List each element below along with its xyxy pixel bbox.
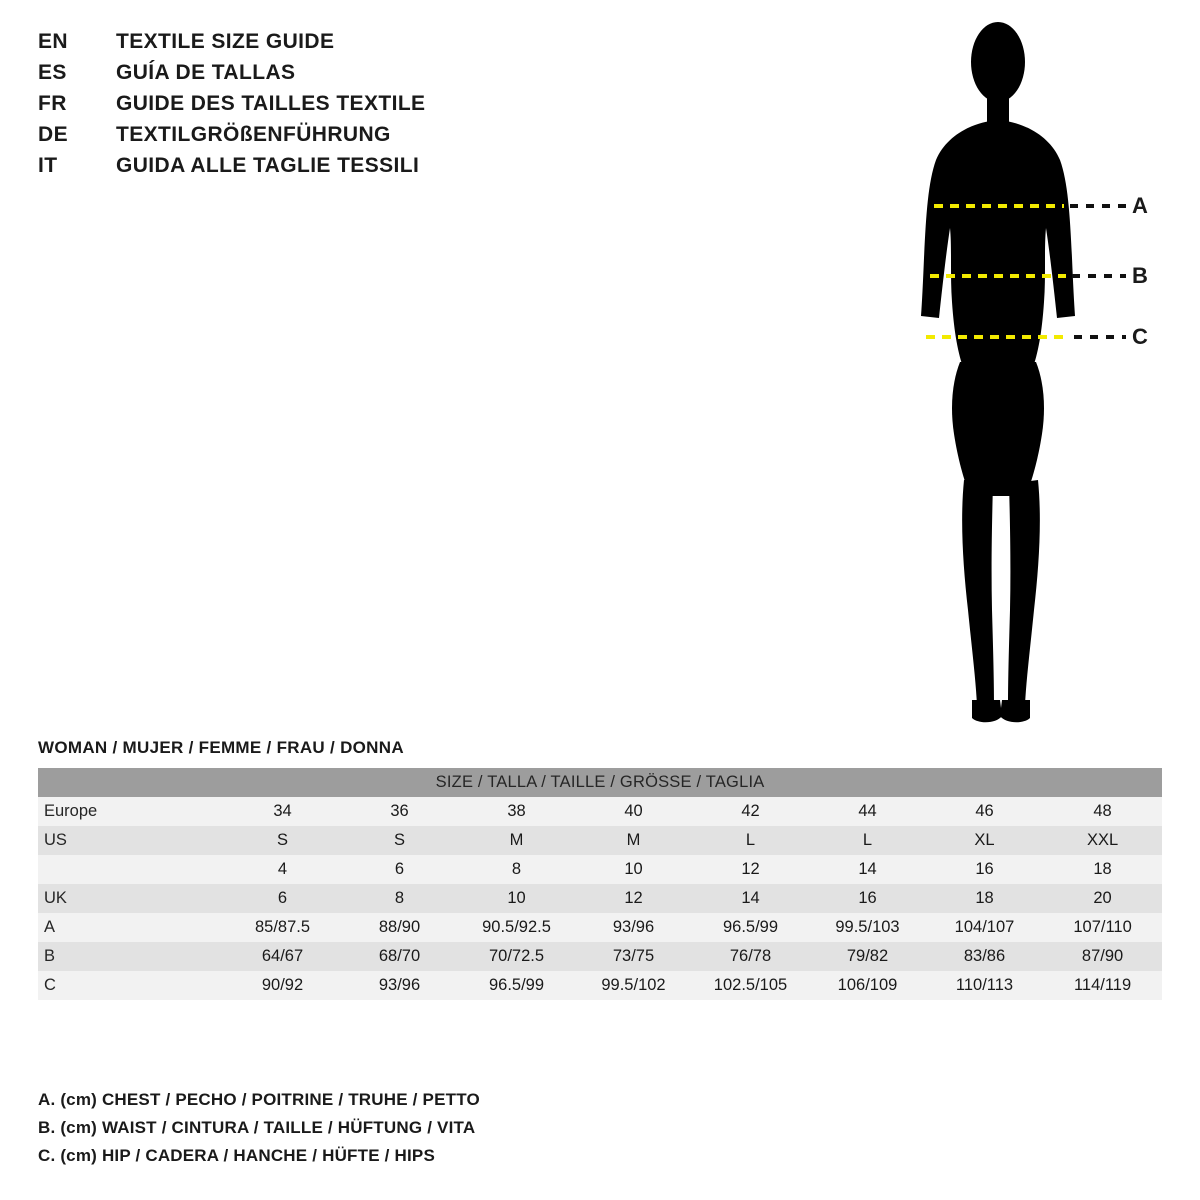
table-cell: 10 [575,855,692,884]
row-label-uk: UK [38,884,224,913]
legend-line-c: C. (cm) HIP / CADERA / HANCHE / HÜFTE / HIPS [38,1146,436,1165]
table-cell: 68/70 [341,942,458,971]
table-header-row [38,768,1162,797]
table-cell: 16 [809,884,926,913]
table-cell: 6 [341,855,458,884]
table-row [38,971,1162,1000]
table-cell: 42 [692,797,809,826]
table-cell: 36 [341,797,458,826]
table-cell: 18 [926,884,1043,913]
table-cell: 76/78 [692,942,809,971]
legend-line-b: B. (cm) WAIST / CINTURA / TAILLE / HÜFTUNG / VITA [38,1118,476,1137]
title-lang-es: ES [38,61,67,84]
measurement-figure [860,10,1190,750]
title-block [38,30,658,185]
table-row [38,826,1162,855]
table-cell: 12 [692,855,809,884]
table-cell: 79/82 [809,942,926,971]
table-row [38,884,1162,913]
table-cell: 93/96 [341,971,458,1000]
table-cell: M [575,826,692,855]
table-cell: S [224,826,341,855]
title-lang-en: EN [38,30,68,53]
table-cell: 93/96 [575,913,692,942]
title-text-es: GUÍA DE TALLAS [116,61,296,84]
table-cell: 90/92 [224,971,341,1000]
table-cell: 12 [575,884,692,913]
table-cell: 96.5/99 [458,971,575,1000]
title-lang-it: IT [38,154,58,177]
title-text-en: TEXTILE SIZE GUIDE [116,30,335,53]
table-row [38,855,1162,884]
table-cell: S [341,826,458,855]
table-cell: 44 [809,797,926,826]
legend [38,1090,738,1174]
legend-line-a: A. (cm) CHEST / PECHO / POITRINE / TRUHE / PETTO [38,1090,480,1109]
row-label-europe: Europe [38,797,224,826]
table-cell: 107/110 [1043,913,1162,942]
table-cell: L [692,826,809,855]
title-row [38,30,658,61]
title-lang-de: DE [38,123,68,146]
table-cell: 16 [926,855,1043,884]
title-row [38,123,658,154]
table-row [38,913,1162,942]
table-cell: XXL [1043,826,1162,855]
table-cell: 64/67 [224,942,341,971]
row-label-c: C [38,971,224,1000]
table-cell: 96.5/99 [692,913,809,942]
table-group-label: WOMAN / MUJER / FEMME / FRAU / DONNA [38,738,404,757]
table-cell: 18 [1043,855,1162,884]
table-cell: 20 [1043,884,1162,913]
table-cell: 85/87.5 [224,913,341,942]
title-row [38,92,658,123]
table-row [38,942,1162,971]
size-table-section [38,738,1162,1000]
table-cell: 48 [1043,797,1162,826]
row-label-b: B [38,942,224,971]
table-cell: 83/86 [926,942,1043,971]
title-lang-fr: FR [38,92,67,115]
title-text-fr: GUIDE DES TAILLES TEXTILE [116,92,426,115]
size-table [38,768,1162,1000]
table-header-cell: SIZE / TALLA / TAILLE / GRÖSSE / TAGLIA [38,768,1162,797]
title-text-it: GUIDA ALLE TAGLIE TESSILI [116,154,420,177]
table-cell: XL [926,826,1043,855]
table-cell: 70/72.5 [458,942,575,971]
table-cell: 14 [692,884,809,913]
table-cell: 40 [575,797,692,826]
title-row [38,61,658,92]
table-cell: 87/90 [1043,942,1162,971]
table-cell: 99.5/103 [809,913,926,942]
measure-label-b: B [1132,263,1148,288]
table-cell: 110/113 [926,971,1043,1000]
table-cell: 4 [224,855,341,884]
table-cell: L [809,826,926,855]
row-label-a: A [38,913,224,942]
table-cell: 6 [224,884,341,913]
table-cell: 10 [458,884,575,913]
table-cell: M [458,826,575,855]
table-cell: 90.5/92.5 [458,913,575,942]
measure-label-a: A [1132,193,1148,218]
female-silhouette-icon [860,10,1190,750]
table-cell: 106/109 [809,971,926,1000]
table-cell: 8 [341,884,458,913]
table-cell: 34 [224,797,341,826]
table-cell: 8 [458,855,575,884]
table-cell: 102.5/105 [692,971,809,1000]
table-cell: 73/75 [575,942,692,971]
title-text-de: TEXTILGRÖßENFÜHRUNG [116,123,391,146]
table-cell: 99.5/102 [575,971,692,1000]
table-cell: 38 [458,797,575,826]
row-label-us: US [38,826,224,855]
table-cell: 104/107 [926,913,1043,942]
table-row [38,797,1162,826]
measure-label-c: C [1132,324,1148,349]
table-cell: 46 [926,797,1043,826]
row-label-us-numeric [38,855,224,884]
title-row [38,154,658,185]
table-cell: 114/119 [1043,971,1162,1000]
table-cell: 14 [809,855,926,884]
table-cell: 88/90 [341,913,458,942]
